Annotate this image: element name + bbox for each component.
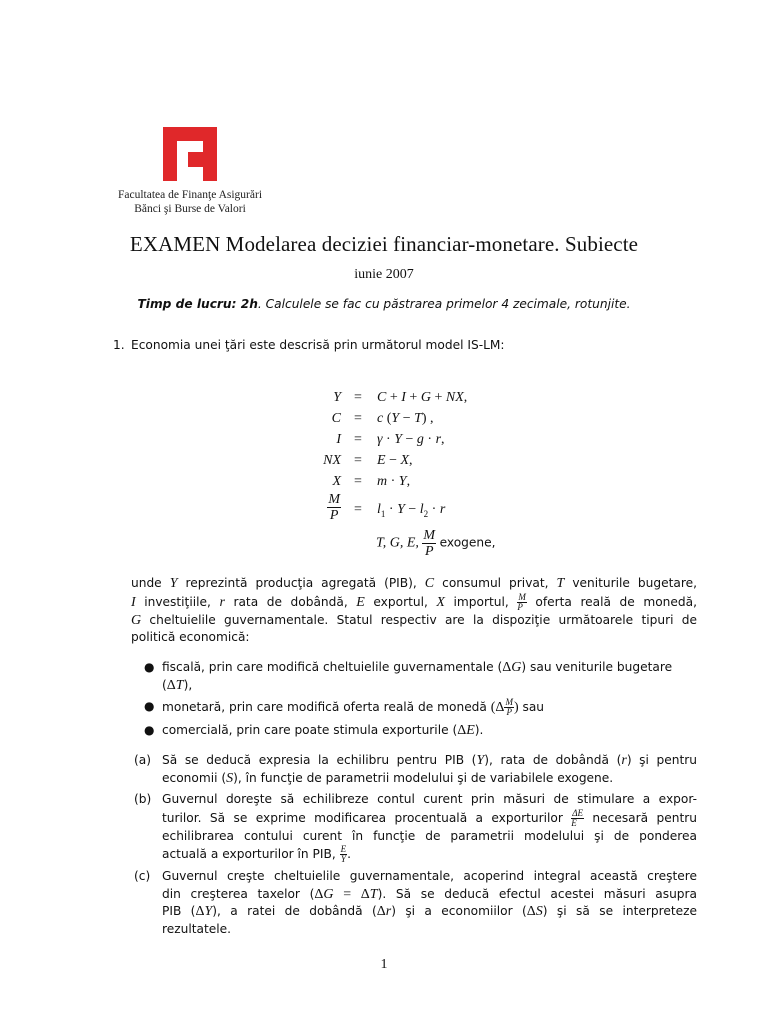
page-number: 1 — [380, 957, 388, 972]
problem-number: 1. — [113, 338, 125, 352]
eq-lhs: Y — [333, 390, 341, 405]
exam-title: EXAMEN Modelarea deciziei financiar-monetare. Subiecte — [129, 232, 639, 256]
eq-lhs — [327, 492, 341, 523]
desc-line: G cheltuielile guvernamentale. Statul respectiv are la dispoziţie următoarele tipuri de — [131, 612, 697, 628]
bullet-icon: ● — [144, 660, 155, 674]
money-fraction: $\frac{M}{P}$ — [328, 492, 340, 523]
exam-page: Facultatea de Finanţe Asigurări Bănci şi Burse de Valori EXAMEN Modelarea deciziei financiar-monetare. Subiecte iunie 2007 Timp de lucru: 2h. Calculele se fac cu păstrarea primelor 4 zecimale, rotunjite. 1. Economia unei ţări este descrisă prin următorul model IS-LM: Y = C + I + G + NX, C = c (Y − T) , I = γ · Y − g · r, NX = E − X, X = m · Y, $\frac{M}{P}$ = $l_1 \cdot Y - l_2 \cdot r$ T, G, E, $\frac{M}{P}$ exogene, unde Y reprezintă producţia agregată (PIB), C consumul privat, T veniturile bugetare, I investiţiile, r rata de dobândă, E exportul, X importul, $\frac{M}{P}$ oferta reală de monedă, G cheltuielile guvernamentale. Statul respectiv are la dispoziţie următoarele tipuri de politică economică: ● fiscală, prin care modifică cheltuielile guvernamentale (ΔG) sau veniturile bugetare (ΔT), ● monetară, prin care modifică oferta reală de monedă (Δ $\frac{M}{P}$ ) sau ● comercială, prin care poate stimula exporturile (ΔE). (a) Să se deducă expresia la echilibru pentru PIB (Y), rata de dobândă (r) şi pentru economii (S), în funcţie de parametrii modelului şi de variabilele exogene. (b) Guvernul doreşte să echilibreze contul curent prin măsuri de stimulare a expor- turilor. Să se exprime modificarea procentuală a exporturilor $\frac{\Delta E}{E}$ necesară pentru echilibrarea contului curent în funcţie de parametrii modelului şi de ponderea actuală a exporturilor în PIB, $\frac{E}{Y}$ . (c) Guvernul creşte cheltuielile guvernamentale, acoperind integral această creştere din creşterea taxelor (ΔG = ΔT). Să se deducă efectul acestei măsuri asupra PIB (ΔY), a ratei de dobândă (Δr) şi a economiilor (ΔS) şi să se interpreteze rezultatele. 1 — [0, 0, 768, 1024]
desc-line: politică economică: — [131, 630, 250, 644]
problem-intro: Economia unei ţări este descrisă prin următorul model IS-LM: — [131, 338, 505, 352]
eq-lhs: I — [336, 432, 341, 447]
question-line: PIB (ΔY), a ratei de dobândă (Δr) şi a economiilor (ΔS) şi să se interpreteze — [162, 904, 698, 919]
question-line: economii (S), în funcţie de parametrii modelului şi de variabilele exogene. — [162, 770, 614, 786]
faculty-logo-mark — [163, 127, 217, 181]
question-line: actuală a exporturilor în PIB, $\frac{E}{Y}$ . — [162, 844, 351, 864]
desc-line: unde Y reprezintă producţia agregată (PIB), C consumul privat, T veniturile bugetare, — [131, 576, 697, 591]
eq-equals: = — [354, 453, 362, 468]
eq-equals: = — [354, 411, 362, 426]
eq-rhs: $l_1 \cdot Y - l_2 \cdot r$ — [377, 502, 446, 519]
question-label: (c) — [134, 869, 151, 883]
question-line: echilibrarea contului curent în funcţie de parametrii modelului şi de ponderea — [162, 828, 697, 843]
eq-lhs: NX — [323, 453, 341, 468]
eq-lhs: X — [332, 474, 341, 489]
question-line: Să se deducă expresia la echilibru pentru PIB (Y), rata de dobândă (r) şi pentru — [162, 753, 697, 768]
desc-line: I investiţiile, r rata de dobândă, E exportul, X importul, $\frac{M}{P}$ oferta reală de monedă, — [131, 591, 697, 612]
variables-description — [131, 575, 697, 647]
exogenous-label: exogene, — [439, 535, 496, 550]
question-line: rezultatele. — [162, 921, 232, 936]
question-line: turilor. Să se exprime modificarea procentuală a exporturilor $\frac{\Delta E}{E}$ necesară pentru — [162, 807, 697, 828]
question-label: (b) — [134, 792, 152, 806]
eq-equals: = — [354, 474, 362, 489]
question-line: Guvernul doreşte să echilibreze contul curent prin măsuri de stimulare a expor- — [162, 792, 697, 806]
eq-rhs: γ · Y − g · r, — [377, 432, 445, 447]
rounding-note: . Calculele se fac cu păstrarea primelor 4 zecimale, rotunjite. — [257, 297, 631, 311]
question-label: (a) — [134, 753, 151, 767]
eq-equals: = — [354, 432, 362, 447]
faculty-logo — [115, 127, 265, 222]
exogenous-vars: T, G, E, — [376, 535, 419, 551]
eq-equals: = — [354, 502, 362, 517]
time-limit: Timp de lucru: 2h — [137, 297, 258, 311]
exogenous-fraction: $\frac{M}{P}$ — [423, 528, 436, 559]
exam-instructions — [0, 297, 768, 311]
eq-rhs: C + I + G + NX, — [377, 390, 468, 405]
exam-date: iunie 2007 — [354, 267, 414, 282]
question-line: din creşterea taxelor (ΔG = ΔT). Să se deducă efectul acestei măsuri asupra — [162, 886, 698, 902]
eq-rhs: c (Y − T) , — [377, 411, 434, 426]
eq-equals: = — [354, 390, 362, 405]
bullet-icon: ● — [144, 699, 155, 713]
eq-lhs: C — [331, 411, 341, 426]
eq-rhs: E − X, — [377, 453, 413, 468]
bullet-icon: ● — [144, 723, 155, 737]
question-line: Guvernul creşte cheltuielile guvernamentale, acoperind integral această creştere — [162, 869, 697, 883]
eq-rhs: m · Y, — [377, 474, 411, 489]
logo-line-2: Bănci şi Burse de Valori — [134, 203, 246, 215]
logo-line-1: Facultatea de Finanţe Asigurări — [117, 189, 263, 201]
